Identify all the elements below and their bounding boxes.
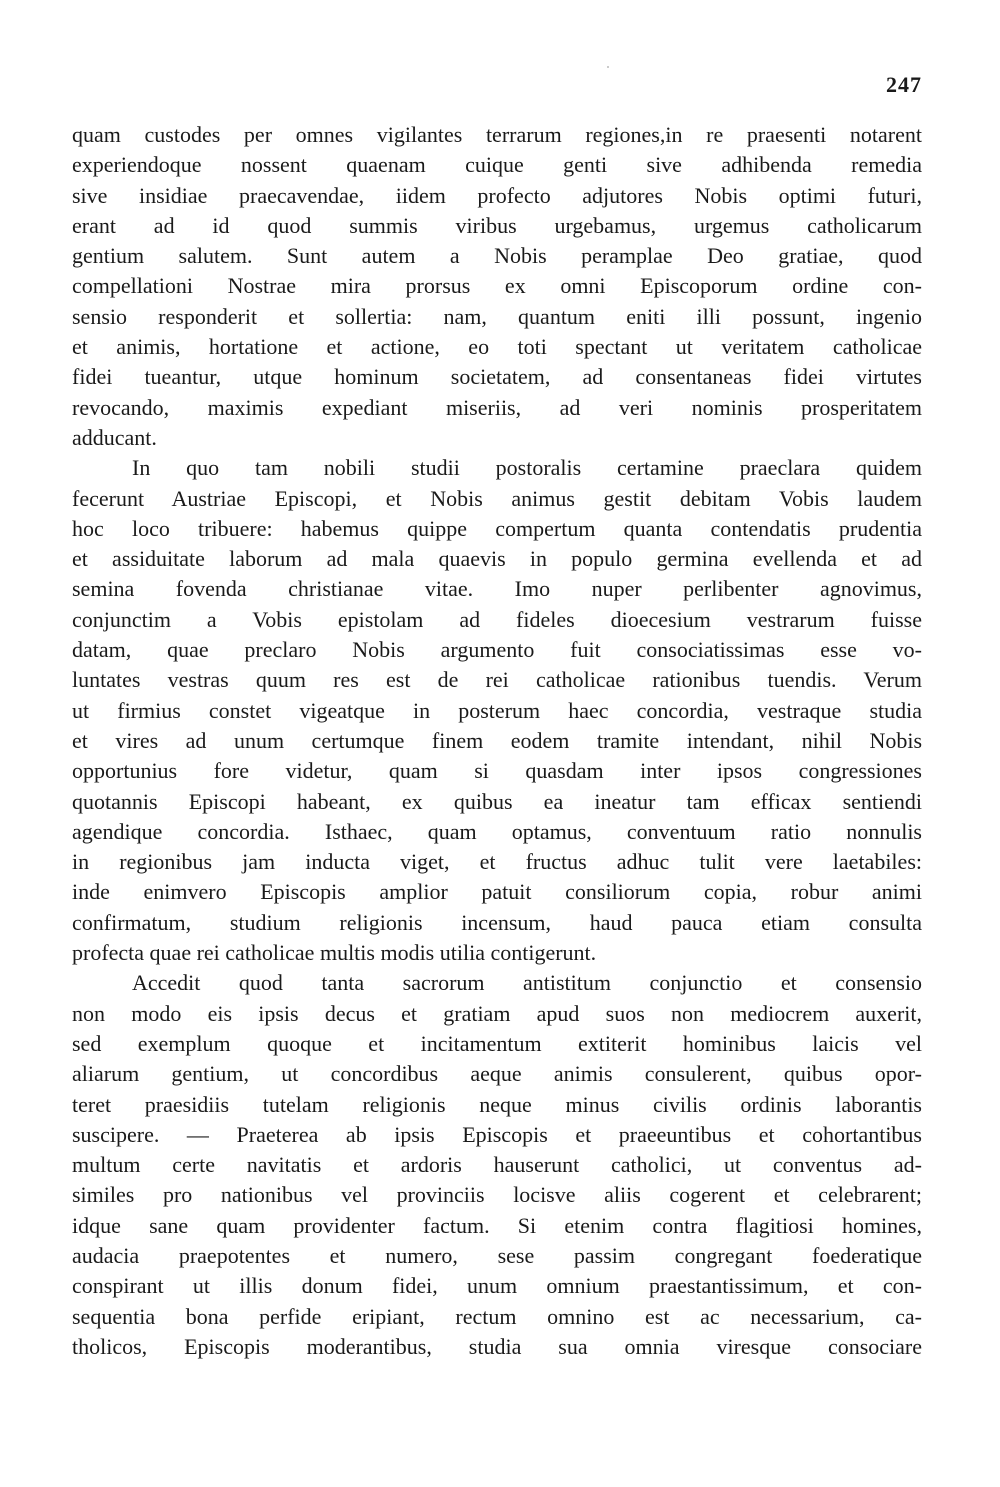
text-line: datam, quae preclaro Nobis argumento fuit consociatissimas esse vo- [72,637,922,663]
text-line: erant ad id quod summis viribus urgebamus, urgemus catholicarum [72,212,922,238]
text-line: conjunctim a Vobis epistolam ad fideles dioecesium vestrarum fuisse [72,606,922,632]
text-line: gentium salutem. Sunt autem a Nobis peramplae Deo gratiae, quod [72,243,922,269]
paragraph-end-line: profecta quae rei catholicae multis modis utilia contigerunt. [72,940,597,966]
text-line: sequentia bona perfide eripiant, rectum omnino est ac necessarium, ca- [72,1303,922,1329]
text-line: quotannis Episcopi habeant, ex quibus ea ineatur tam efficax sentiendi [72,788,922,814]
text-line: opportunius fore videtur, quam si quasdam inter ipsos congressiones [72,758,922,784]
text-line: agendique concordia. Isthaec, quam optamus, conventuum ratio nonnulis [72,818,922,844]
text-line: idque sane quam providenter factum. Si etenim contra flagitiosi homines, [72,1212,922,1238]
text-line: tholicos, Episcopis moderantibus, studia sua omnia viresque consociare [72,1333,922,1359]
text-line: ut firmius constet vigeatque in posterum haec concordia, vestraque studia [72,697,922,723]
text-line: revocando, maximis expediant miseriis, ad veri nominis prosperitatem [72,394,922,420]
text-line: teret praesidiis tutelam religionis neque minus civilis ordinis laborantis [72,1091,922,1117]
text-line: non modo eis ipsis decus et gratiam apud suos non mediocrem auxerit, [72,1000,922,1026]
text-line: inde enimvero Episcopis amplior patuit consiliorum copia, robur animi [72,879,922,905]
text-line: compellationi Nostrae mira prorsus ex omni Episcoporum ordine con- [72,273,922,299]
body-text [72,120,922,1362]
text-line: aliarum gentium, ut concordibus aeque animis consulerent, quibus opor- [72,1061,922,1087]
paragraph-start-line: In quo tam nobili studii postoralis certamine praeclara quidem [132,455,922,481]
text-line: suscipere. — Praeterea ab ipsis Episcopis et praeeuntibus et cohortantibus [72,1121,922,1147]
text-line: sed exemplum quoque et incitamentum extiterit hominibus laicis vel [72,1030,922,1056]
text-line: audacia praepotentes et numero, sese passim congregant foederatique [72,1242,922,1268]
text-line: in regionibus jam inducta viget, et fructus adhuc tulit vere laetabiles: [72,849,922,875]
text-line: fidei tueantur, utque hominum societatem, ad consentaneas fidei virtutes [72,364,922,390]
text-line: similes pro nationibus vel provinciis locisve aliis cogerent et celebrarent; [72,1182,922,1208]
text-line: multum certe navitatis et ardoris hauserunt catholici, ut conventus ad- [72,1152,922,1178]
scan-speck [607,66,609,68]
text-line: fecerunt Austriae Episcopi, et Nobis animus gestit debitam Vobis laudem [72,485,922,511]
text-line: et assiduitate laborum ad mala quaevis in populo germina evellenda et ad [72,546,922,572]
text-line: sensio responderit et sollertia: nam, quantum eniti illi possunt, ingenio [72,303,922,329]
text-line: et vires ad unum certumque finem eodem tramite intendant, nihil Nobis [72,727,922,753]
text-line: conspirant ut illis donum fidei, unum omnium praestantissimum, et con- [72,1273,922,1299]
paragraph-start-line: Accedit quod tanta sacrorum antistitum conjunctio et consensio [132,970,922,996]
text-line: sive insidiae praecavendae, iidem profecto adjutores Nobis optimi futuri, [72,182,922,208]
paragraph-end-line: adducant. [72,424,157,450]
text-line: quam custodes per omnes vigilantes terrarum regiones,in re praesenti notarent [72,122,922,147]
text-line: et animis, hortatione et actione, eo toti spectant ut veritatem catholicae [72,334,922,360]
text-line: luntates vestras quum res est de rei catholicae rationibus tuendis. Verum [72,667,922,693]
text-line: confirmatum, studium religionis incensum, haud pauca etiam consulta [72,909,922,935]
text-line: experiendoque nossent quaenam cuique genti sive adhibenda remedia [72,152,922,178]
text-line: hoc loco tribuere: habemus quippe compertum quanta contendatis prudentia [72,515,922,541]
page-number: 247 [886,72,922,97]
text-line: semina fovenda christianae vitae. Imo nuper perlibenter agnovimus, [72,576,922,602]
